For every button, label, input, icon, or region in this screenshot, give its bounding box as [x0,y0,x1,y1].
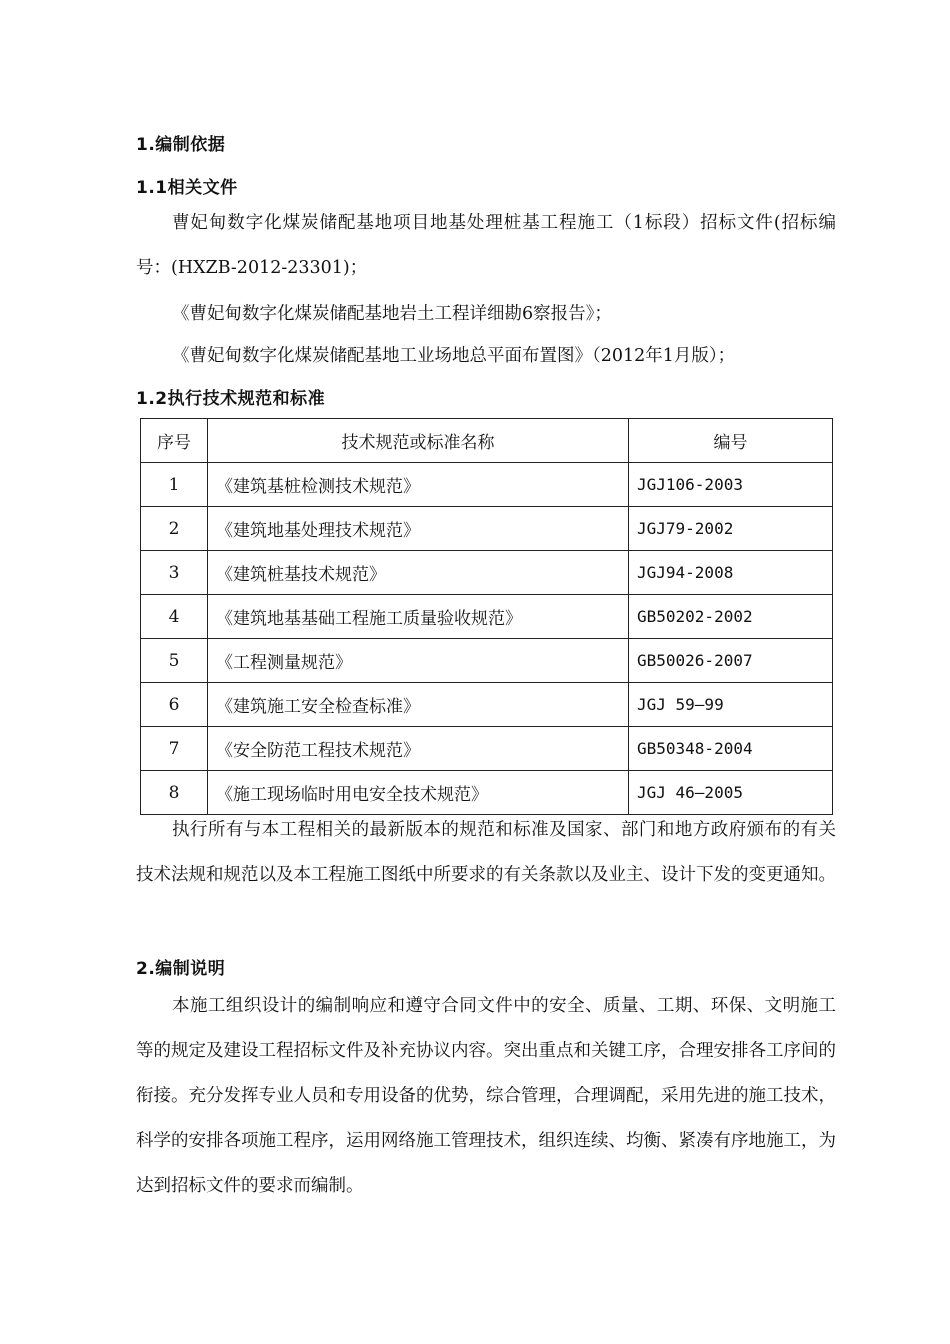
row-name: 《建筑基桩检测技术规范》 [208,463,629,507]
compilation-notes-paragraph: 本施工组织设计的编制响应和遵守合同文件中的安全、质量、工期、环保、文明施工等的规定及建设工程招标文件及补充协议内容。突出重点和关键工序，合理安排各工序间的衔接。充分发挥专业人员和专用设备的优势，综合管理，合理调配，采用先进的施工技术，科学的安排各项施工程序，运用网络施工管理技术，组织连续、均衡、紧凑有序地施工，为达到招标文件的要求而编制。 [136,996,836,1196]
row-no: 1 [141,463,208,507]
row-no: 4 [141,595,208,639]
row-code: GB50348-2004 [629,727,833,771]
row-code: JGJ 59—99 [629,683,833,727]
section-2-heading: 2.编制说明 [136,959,226,979]
row-code: JGJ94-2008 [629,551,833,595]
section-1-heading: 1.编制依据 [136,135,226,155]
table-row [141,463,833,507]
row-name: 《建筑施工安全检查标准》 [208,683,629,727]
row-code: JGJ79-2002 [629,507,833,551]
table-header-row [141,419,833,463]
row-no: 6 [141,683,208,727]
survey-report-line: 《曹妃甸数字化煤炭储配基地岩土工程详细勘6察报告》； [172,304,612,324]
table-row [141,551,833,595]
row-no: 3 [141,551,208,595]
row-name: 《建筑地基处理技术规范》 [208,507,629,551]
row-no: 7 [141,727,208,771]
row-name: 《建筑地基基础工程施工质量验收规范》 [208,595,629,639]
section-1-2-heading: 1.2执行技术规范和标准 [136,389,326,409]
header-name: 技术规范或标准名称 [208,419,629,463]
row-code: JGJ 46—2005 [629,771,833,815]
compliance-paragraph: 执行所有与本工程相关的最新版本的规范和标准及国家、部门和地方政府颁布的有关技术法规和规范以及本工程施工图纸中所要求的有关条款以及业主、设计下发的变更通知。 [136,820,836,885]
row-no: 5 [141,639,208,683]
row-code: GB50026-2007 [629,639,833,683]
row-name: 《施工现场临时用电安全技术规范》 [208,771,629,815]
table-row [141,683,833,727]
row-no: 8 [141,771,208,815]
table-row [141,507,833,551]
row-code: JGJ106-2003 [629,463,833,507]
header-code: 编号 [629,419,833,463]
table-row [141,639,833,683]
table-row [141,595,833,639]
site-plan-line: 《曹妃甸数字化煤炭储配基地工业场地总平面布置图》（2012年1月版）； [172,346,736,366]
section-1-1-heading: 1.1相关文件 [136,178,238,198]
row-name: 《工程测量规范》 [208,639,629,683]
row-name: 《安全防范工程技术规范》 [208,727,629,771]
header-no: 序号 [141,419,208,463]
standards-table [140,418,833,815]
table-row [141,727,833,771]
row-code: GB50202-2002 [629,595,833,639]
row-name: 《建筑桩基技术规范》 [208,551,629,595]
row-no: 2 [141,507,208,551]
tender-document-paragraph: 曹妃甸数字化煤炭储配基地项目地基处理桩基工程施工（1标段）招标文件(招标编号：(HXZB-2012-23301)； [136,213,836,278]
